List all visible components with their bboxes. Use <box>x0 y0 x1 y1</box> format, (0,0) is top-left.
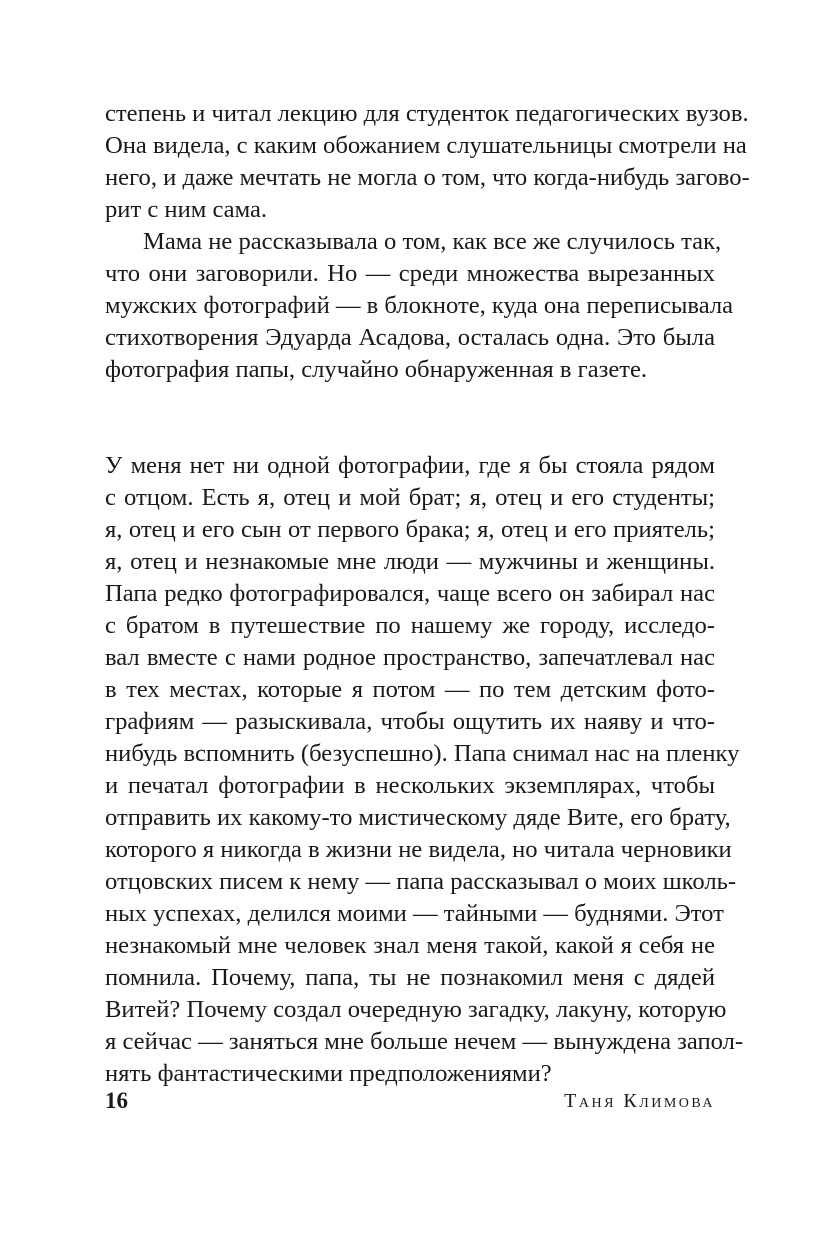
text-line: нибудь вспомнить (безуспешно). Папа снимал нас на пленку <box>105 740 740 767</box>
text-line: отцовских писем к нему — папа рассказывал о моих школь- <box>105 868 737 895</box>
text-line: помнила. Почему, папа, ты не познакомил меня с дядей <box>105 964 715 991</box>
text-line: я, отец и его сын от первого брака; я, отец и его приятель; <box>105 516 715 543</box>
text-line: мужских фотографий — в блокноте, куда она переписывала <box>105 292 734 319</box>
text-line: графиям — разыскивала, чтобы ощутить их наяву и что- <box>105 708 715 735</box>
text-line: в тех местах, которые я потом — по тем детским фото- <box>105 676 715 703</box>
text-line: вал вместе с нами родное пространство, запечатлевал нас <box>105 644 715 671</box>
text-line: которого я никогда в жизни не видела, но читала черновики <box>105 836 732 863</box>
text-line: У меня нет ни одной фотографии, где я бы стояла рядом <box>105 452 715 479</box>
text-line: я, отец и незнакомые мне люди — мужчины и женщины. <box>105 548 715 575</box>
text-line: рит с ним сама. <box>105 196 268 223</box>
text-line: стихотворения Эдуарда Асадова, осталась одна. Это была <box>105 324 715 351</box>
text-line: ных успехах, делился моими — тайными — буднями. Этот <box>105 900 724 927</box>
text-line: Витей? Почему создал очередную загадку, лакуну, которую <box>105 996 727 1023</box>
text-line: незнакомый мне человек знал меня такой, какой я себя не <box>105 932 715 959</box>
page-number: 16 <box>105 1088 128 1113</box>
text-line: Папа редко фотографировался, чаще всего он забирал нас <box>105 580 715 607</box>
text-line: него, и даже мечтать не могла о том, что когда-нибудь загово- <box>105 164 750 191</box>
text-line: и печатал фотографии в нескольких экземплярах, чтобы <box>105 772 715 799</box>
text-line: Мама не рассказывала о том, как все же случилось так, <box>143 228 722 255</box>
text-line: я сейчас — заняться мне больше нечем — вынуждена запол- <box>105 1028 744 1055</box>
text-line: с братом в путешествие по нашему же городу, исследо- <box>105 612 715 639</box>
running-head-author: Таня Климова <box>564 1090 715 1112</box>
text-line: что они заговорили. Но — среди множества вырезанных <box>105 260 715 287</box>
text-line: отправить их какому-то мистическому дяде Вите, его брату, <box>105 804 731 831</box>
text-line: Она видела, с каким обожанием слушательницы смотрели на <box>105 132 747 159</box>
text-line: нять фантастическими предположениями? <box>105 1060 552 1087</box>
text-line: степень и читал лекцию для студенток педагогических вузов. <box>105 100 749 127</box>
text-line: с отцом. Есть я, отец и мой брат; я, отец и его студенты; <box>105 484 715 511</box>
text-line: фотография папы, случайно обнаруженная в газете. <box>105 356 648 383</box>
